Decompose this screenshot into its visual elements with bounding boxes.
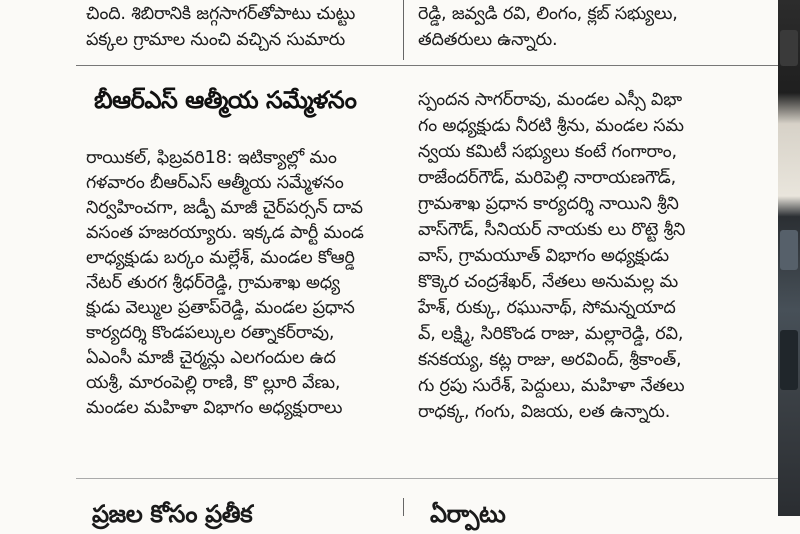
text-line: వ్, లక్ష్మి, సిరికొండ రాజు, మల్లారెడ్డి, రవి,: [418, 324, 684, 344]
text-line: గ్రామశాఖ ప్రధాన కార్యదర్శి నాయిని శ్రీని: [418, 194, 679, 214]
column-divider: [403, 0, 404, 60]
next-article-headline-left: ప్రజల కోసం ప్రతీక: [92, 500, 253, 528]
text-line: నేటర్ తురగ శ్రీధర్‌రెడ్డి, గ్రామశాఖ అధ్య: [86, 273, 340, 293]
text-line: నిర్వహించగా, జడ్పీ మాజీ చైర్‌పర్సన్ దావ: [86, 198, 363, 218]
text-line: హేశ్, రుక్కు, రఘునాథ్, సోమన్నయాద: [418, 298, 676, 318]
text-line: లాధ్యక్షుడు బర్కం మల్లేశ్, మండల కోఆర్డి: [86, 248, 355, 268]
text-line: క్షుడు వెల్ముల ప్రతాప్‌రెడ్డి, మండల ప్రధాన: [86, 298, 355, 318]
text-line: చింది. శిబిరానికి జగ్గసాగర్‌తోపాటు చుట్టు: [86, 4, 356, 24]
text-line: గళవారం బీఆర్ఎస్ ఆత్మీయ సమ్మేళనం: [86, 173, 344, 193]
text-line: రాజేందర్‌గౌడ్, మరిపెల్లి నారాయణగౌడ్,: [418, 168, 676, 188]
text-line: వాస్, గ్రామయూత్ విభాగం అధ్యక్షుడు: [418, 246, 669, 266]
text-line: మండల మహిళా విభాగం అధ్యక్షురాలు: [86, 398, 343, 418]
text-line: గం అధ్యక్షుడు నీరటి శ్రీను, మండల సమ: [418, 116, 684, 136]
text-line: స్పందన సాగర్‌రావు, మండల ఎస్సీ విభా: [418, 90, 682, 110]
text-line: వసంత హజరయ్యారు. ఇక్కడ పార్టీ మండ: [86, 223, 364, 243]
text-line: కార్యదర్శి కొండపల్కుల రత్నాకర్‌రావు,: [86, 323, 335, 343]
text-line: పక్కల గ్రామాల నుంచి వచ్చిన సుమారు: [86, 30, 346, 50]
text-line: వాస్‌గౌడ్, సీనియర్ నాయకు లు రొట్టె శ్రీని: [418, 220, 686, 240]
text-line: గు ర్రపు సురేశ్, పెద్దులు, మహిళా నేతలు: [418, 376, 685, 396]
article-headline: బీఆర్ఎస్ ఆత్మీయ సమ్మేళనం: [94, 86, 357, 114]
text-line: కొక్కెర చంద్రశేఖర్, నేతలు అనుమల్ల మ: [418, 272, 679, 292]
text-line: కనకయ్య, కట్ల రాజు, అరవింద్, శ్రీకాంత్,: [418, 350, 682, 370]
text-line: తదితరులు ఉన్నారు.: [418, 30, 558, 50]
text-line: ఏఎంసీ మాజీ చైర్మన్లు ఎలగందుల ఉద: [86, 348, 336, 368]
cropped-photo: [778, 0, 800, 516]
text-line: రాయికల్, ఫిబ్రవరి18: ఇటిక్యాల్లో మం: [86, 148, 337, 168]
text-line: న్వయ కమిటీ సభ్యులు కంటే గంగారాం,: [418, 142, 677, 162]
section-divider: [76, 65, 800, 66]
text-line: రాధక్క, గంగు, విజయ, లత ఉన్నారు.: [418, 402, 671, 422]
photo-person-shape: [780, 30, 798, 66]
photo-person-shape: [780, 330, 798, 390]
text-line: రెడ్డి, జవ్వడి రవి, లింగం, క్లబ్ సభ్యులు,: [418, 4, 678, 24]
section-divider-bottom: [76, 478, 800, 479]
photo-person-shape: [780, 230, 798, 270]
next-article-headline-right: ఏర్పాటు: [430, 500, 506, 528]
column-divider-bottom: [403, 498, 404, 516]
text-line: యశ్రీ, మారంపెల్లి రాణి, కొ ల్లూరి వేణు,: [86, 373, 341, 393]
